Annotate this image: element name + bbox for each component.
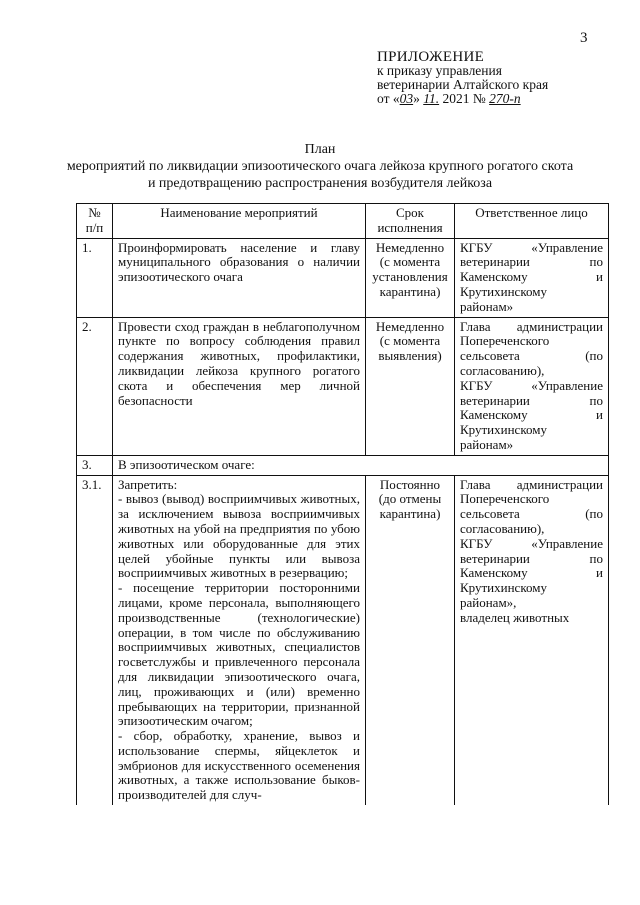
row-responsible: Глава администрации Попереченского сельсовета (по согласованию), КГБУ «Управление ветеринарии по Каменскому и Крутихинскому районам» [455, 317, 609, 455]
row-name: Провести сход граждан в неблагополучном пункте по вопросу соблюдения правил содержания животных, профилактики, ликвидации лейкоза крупного рогатого скота и обеспечения мер личной безопасности [113, 317, 366, 455]
page-number: 3 [580, 30, 588, 46]
row-name: В эпизоотическом очаге: [113, 455, 609, 475]
appendix-title: ПРИЛОЖЕНИЕ [377, 49, 485, 65]
order-number: 270-п [489, 91, 521, 106]
date-prefix: от « [377, 91, 400, 106]
row-responsible: Глава администрации Попереченского сельсовета (по согласованию), КГБУ «Управление ветеринарии по Каменскому и Крутихинскому районам», владелец животных [455, 475, 609, 805]
row-name: Проинформировать население и главу муниципального образования о наличии эпизоотического очага [113, 238, 366, 317]
plan-subtitle-1: мероприятий по ликвидации эпизоотического очага лейкоза крупного рогатого скота [66, 159, 574, 174]
row-term: Немедленно (с момента установления карантина) [366, 238, 455, 317]
appendix-date-line [377, 92, 548, 106]
header-responsible: Ответственное лицо [455, 204, 609, 239]
row-responsible: КГБУ «Управление ветеринарии по Каменскому и Крутихинскому районам» [455, 238, 609, 317]
table-row [77, 455, 609, 475]
plan-title-block [0, 141, 640, 192]
row-term: Постоянно (до отмены карантина) [366, 475, 455, 805]
date-day: 03 [399, 91, 414, 106]
table-header-row [77, 204, 609, 239]
row-num: 1. [77, 238, 113, 317]
date-year-no: 2021 № [442, 91, 486, 106]
appendix-block [377, 50, 548, 106]
appendix-line-2: ветеринарии Алтайского края [377, 77, 549, 92]
date-month: 11. [423, 91, 440, 106]
row-term: Немедленно (с момента выявления) [366, 317, 455, 455]
table-row [77, 475, 609, 805]
plan-subtitle-2: и предотвращению распространения возбудителя лейкоза [147, 176, 493, 191]
table-row [77, 317, 609, 455]
row-num: 3. [77, 455, 113, 475]
header-term: Срок исполнения [366, 204, 455, 239]
plan-title: План [304, 142, 336, 157]
measures-table [76, 203, 609, 805]
row-name: Запретить: - вывоз (вывод) восприимчивых животных, за исключением вывоза восприимчивых животных на убой на предприятия по убою животных или оборудованные для этих целей убойные пункты или вывоза восприимчивых животных в резервацию; - посещение территории посторонними лицами, кроме персонала, выполняющего производственные (технологические) операции, в том числе по обслуживанию восприимчивых животных, специалистов госветслужбы и привлеченного персонала для ликвидации эпизоотического очага, лиц, проживающих и (или) временно пребывающих на территории, признанной эпизоотическим очагом; - сбор, обработку, хранение, вывоз и использование спермы, яйцеклеток и эмбрионов для искусственного осеменения животных, а также использование быков-производителей для случ- [113, 475, 366, 805]
table-row [77, 238, 609, 317]
header-num: № п/п [77, 204, 113, 239]
row-num: 2. [77, 317, 113, 455]
appendix-line-1: к приказу управления [377, 63, 502, 78]
header-name: Наименование мероприятий [113, 204, 366, 239]
row-num: 3.1. [77, 475, 113, 805]
date-mid: » [413, 91, 420, 106]
